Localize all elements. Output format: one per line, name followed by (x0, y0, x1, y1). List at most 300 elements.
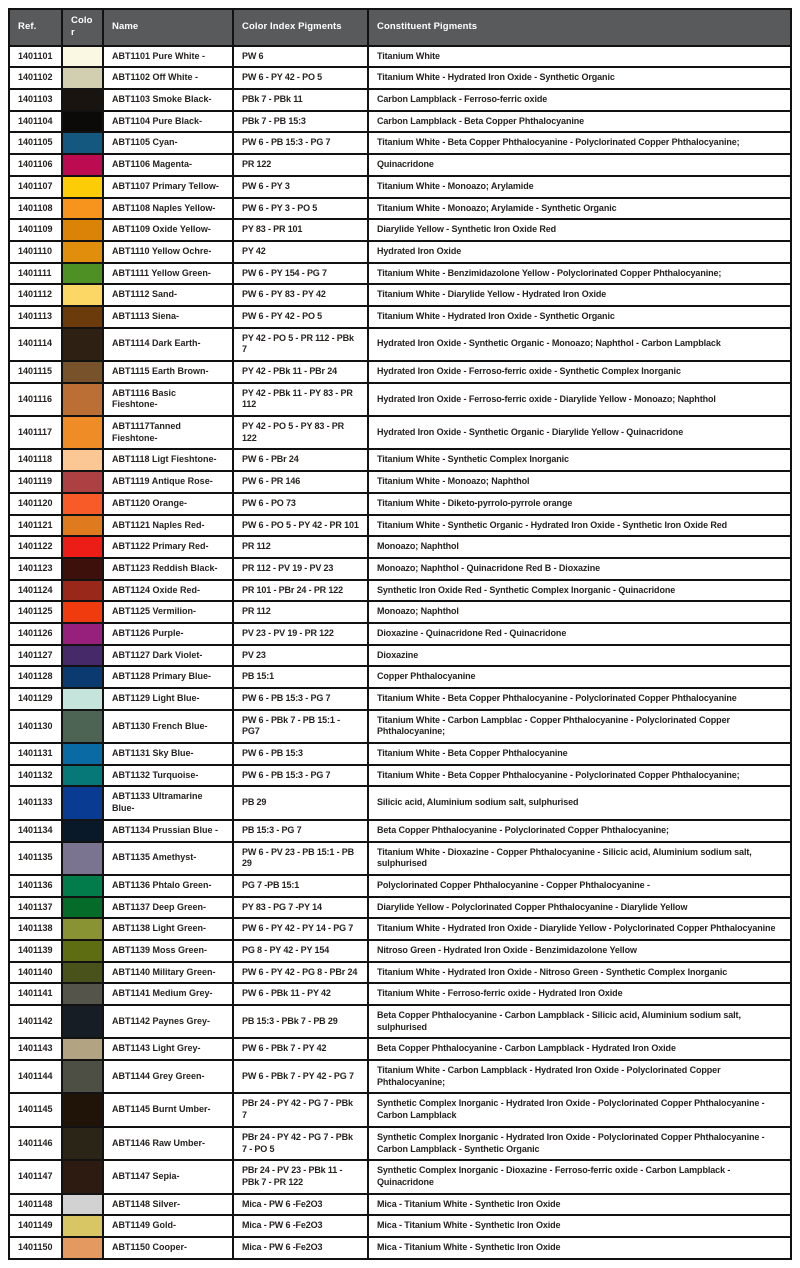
ci-pigments-cell: PW 6 - PV 23 - PB 15:1 - PB 29 (233, 842, 368, 875)
constituent-pigments-cell: Titanium White - Carbon Lampblack - Hydrated Iron Oxide - Polyclorinated Copper Phthalocyanine; (368, 1060, 791, 1093)
color-swatch (62, 89, 103, 111)
ref-cell: 1401140 (9, 962, 62, 984)
ref-cell: 1401149 (9, 1215, 62, 1237)
table-row (9, 89, 791, 111)
constituent-pigments-cell: Nitroso Green - Hydrated Iron Oxide - Benzimidazolone Yellow (368, 940, 791, 962)
ref-cell: 1401115 (9, 361, 62, 383)
name-cell: ABT1104 Pure Black- (103, 111, 233, 133)
ref-cell: 1401143 (9, 1038, 62, 1060)
constituent-pigments-cell: Hydrated Iron Oxide - Ferroso-ferric oxide - Synthetic Complex Inorganic (368, 361, 791, 383)
constituent-pigments-cell: Titanium White - Hydrated Iron Oxide - Synthetic Organic (368, 67, 791, 89)
ci-pigments-cell: PW 6 - PBk 7 - PY 42 - PG 7 (233, 1060, 368, 1093)
name-cell: ABT1114 Dark Earth- (103, 328, 233, 361)
ref-cell: 1401127 (9, 645, 62, 667)
constituent-pigments-cell: Mica - Titanium White - Synthetic Iron Oxide (368, 1215, 791, 1237)
table-row (9, 1215, 791, 1237)
ci-pigments-cell: PW 6 - PBk 11 - PY 42 (233, 983, 368, 1005)
color-swatch (62, 67, 103, 89)
color-swatch (62, 328, 103, 361)
ref-cell: 1401121 (9, 515, 62, 537)
ref-cell: 1401116 (9, 383, 62, 416)
ref-cell: 1401102 (9, 67, 62, 89)
color-swatch (62, 743, 103, 765)
ref-cell: 1401120 (9, 493, 62, 515)
table-row (9, 67, 791, 89)
table-header-row (9, 9, 791, 46)
name-cell: ABT1129 Light Blue- (103, 688, 233, 710)
constituent-pigments-cell: Monoazo; Naphthol (368, 536, 791, 558)
ci-pigments-cell: PB 15:3 - PBk 7 - PB 29 (233, 1005, 368, 1038)
table-row (9, 176, 791, 198)
constituent-pigments-cell: Mica - Titanium White - Synthetic Iron Oxide (368, 1237, 791, 1259)
table-row (9, 601, 791, 623)
table-row (9, 306, 791, 328)
name-cell: ABT1103 Smoke Black- (103, 89, 233, 111)
table-row (9, 875, 791, 897)
ref-cell: 1401144 (9, 1060, 62, 1093)
ref-cell: 1401135 (9, 842, 62, 875)
ci-pigments-cell: PW 6 - PY 83 - PY 42 (233, 284, 368, 306)
color-swatch (62, 111, 103, 133)
color-swatch (62, 580, 103, 602)
name-cell: ABT1120 Orange- (103, 493, 233, 515)
name-cell: ABT1101 Pure White - (103, 46, 233, 68)
ci-pigments-cell: PY 83 - PG 7 -PY 14 (233, 897, 368, 919)
name-cell: ABT1127 Dark Violet- (103, 645, 233, 667)
ci-pigments-cell: PW 6 - PB 15:3 (233, 743, 368, 765)
ci-pigments-cell: PW 6 - PB 15:3 - PG 7 (233, 765, 368, 787)
ci-pigments-cell: Mica - PW 6 -Fe2O3 (233, 1215, 368, 1237)
table-row (9, 383, 791, 416)
ref-cell: 1401147 (9, 1160, 62, 1193)
constituent-pigments-cell: Hydrated Iron Oxide - Synthetic Organic - Monoazo; Naphthol - Carbon Lampblack (368, 328, 791, 361)
ci-pigments-cell: PW 6 - PY 3 (233, 176, 368, 198)
color-swatch (62, 645, 103, 667)
constituent-pigments-cell: Hydrated Iron Oxide - Ferroso-ferric oxide - Diarylide Yellow - Monoazo; Naphthol (368, 383, 791, 416)
table-row (9, 918, 791, 940)
ref-cell: 1401138 (9, 918, 62, 940)
name-cell: ABT1146 Raw Umber- (103, 1127, 233, 1160)
name-cell: ABT1134 Prussian Blue - (103, 820, 233, 842)
ci-pigments-cell: PY 42 (233, 241, 368, 263)
ref-cell: 1401145 (9, 1093, 62, 1126)
ci-pigments-cell: PV 23 - PV 19 - PR 122 (233, 623, 368, 645)
constituent-pigments-cell: Monoazo; Naphthol (368, 601, 791, 623)
table-row (9, 580, 791, 602)
ref-cell: 1401111 (9, 263, 62, 285)
color-swatch (62, 1060, 103, 1093)
name-cell: ABT1150 Cooper- (103, 1237, 233, 1259)
color-swatch (62, 1215, 103, 1237)
table-row (9, 132, 791, 154)
name-cell: ABT1113 Siena- (103, 306, 233, 328)
table-row (9, 154, 791, 176)
constituent-pigments-cell: Titanium White - Beta Copper Phthalocyanine - Polyclorinated Copper Phthalocyanine (368, 688, 791, 710)
constituent-pigments-cell: Titanium White - Dioxazine - Copper Phthalocyanine - Silicic acid, Aluminium sodium salt, sulphurised (368, 842, 791, 875)
constituent-pigments-cell: Polyclorinated Copper Phthalocyanine - Copper Phthalocyanine - (368, 875, 791, 897)
ref-cell: 1401141 (9, 983, 62, 1005)
ref-cell: 1401122 (9, 536, 62, 558)
table-row (9, 983, 791, 1005)
ci-pigments-cell: PR 112 (233, 601, 368, 623)
color-swatch (62, 176, 103, 198)
color-swatch (62, 666, 103, 688)
name-cell: ABT1117Tanned Fieshtone- (103, 416, 233, 449)
ref-cell: 1401107 (9, 176, 62, 198)
table-row (9, 1005, 791, 1038)
color-swatch (62, 962, 103, 984)
name-cell: ABT1118 Ligt Fieshtone- (103, 449, 233, 471)
color-swatch (62, 558, 103, 580)
color-swatch (62, 219, 103, 241)
name-cell: ABT1138 Light Green- (103, 918, 233, 940)
ci-pigments-cell: PB 15:1 (233, 666, 368, 688)
color-swatch (62, 241, 103, 263)
name-cell: ABT1128 Primary Blue- (103, 666, 233, 688)
column-header-constituent-pigments: Constituent Pigments (368, 9, 791, 46)
ref-cell: 1401114 (9, 328, 62, 361)
ref-cell: 1401139 (9, 940, 62, 962)
table-row (9, 743, 791, 765)
table-row (9, 515, 791, 537)
color-swatch (62, 983, 103, 1005)
table-row (9, 536, 791, 558)
column-header-name: Name (103, 9, 233, 46)
ref-cell: 1401118 (9, 449, 62, 471)
color-swatch (62, 449, 103, 471)
ref-cell: 1401136 (9, 875, 62, 897)
ref-cell: 1401119 (9, 471, 62, 493)
ci-pigments-cell: PW 6 - PY 42 - PO 5 (233, 306, 368, 328)
table-row (9, 842, 791, 875)
color-swatch (62, 820, 103, 842)
ref-cell: 1401106 (9, 154, 62, 176)
name-cell: ABT1140 Military Green- (103, 962, 233, 984)
pigment-table (8, 8, 792, 1260)
ci-pigments-cell: PW 6 - PY 42 - PO 5 (233, 67, 368, 89)
constituent-pigments-cell: Synthetic Complex Inorganic - Hydrated Iron Oxide - Polyclorinated Copper Phthalocyanine - Carbon Lampblack (368, 1093, 791, 1126)
color-swatch (62, 1005, 103, 1038)
ref-cell: 1401133 (9, 786, 62, 819)
ci-pigments-cell: PY 42 - PO 5 - PY 83 - PR 122 (233, 416, 368, 449)
constituent-pigments-cell: Titanium White - Diketo-pyrrolo-pyrrole orange (368, 493, 791, 515)
color-swatch (62, 306, 103, 328)
constituent-pigments-cell: Titanium White - Synthetic Complex Inorganic (368, 449, 791, 471)
color-swatch (62, 154, 103, 176)
ci-pigments-cell: PW 6 - PO 73 (233, 493, 368, 515)
ci-pigments-cell: PR 122 (233, 154, 368, 176)
name-cell: ABT1119 Antique Rose- (103, 471, 233, 493)
constituent-pigments-cell: Hydrated Iron Oxide (368, 241, 791, 263)
color-swatch (62, 1237, 103, 1259)
color-swatch (62, 515, 103, 537)
constituent-pigments-cell: Quinacridone (368, 154, 791, 176)
ci-pigments-cell: PW 6 - PY 42 - PG 8 - PBr 24 (233, 962, 368, 984)
table-row (9, 493, 791, 515)
ci-pigments-cell: PBr 24 - PY 42 - PG 7 - PBk 7 (233, 1093, 368, 1126)
ci-pigments-cell: PBk 7 - PB 15:3 (233, 111, 368, 133)
constituent-pigments-cell: Titanium White - Beta Copper Phthalocyanine - Polyclorinated Copper Phthalocyanine; (368, 132, 791, 154)
table-row (9, 1093, 791, 1126)
name-cell: ABT1141 Medium Grey- (103, 983, 233, 1005)
ref-cell: 1401134 (9, 820, 62, 842)
ci-pigments-cell: PW 6 - PY 154 - PG 7 (233, 263, 368, 285)
name-cell: ABT1136 Phtalo Green- (103, 875, 233, 897)
name-cell: ABT1124 Oxide Red- (103, 580, 233, 602)
ref-cell: 1401130 (9, 710, 62, 743)
table-row (9, 710, 791, 743)
ref-cell: 1401104 (9, 111, 62, 133)
table-row (9, 666, 791, 688)
ref-cell: 1401131 (9, 743, 62, 765)
name-cell: ABT1147 Sepia- (103, 1160, 233, 1193)
constituent-pigments-cell: Titanium White - Monoazo; Arylamide (368, 176, 791, 198)
ci-pigments-cell: PW 6 (233, 46, 368, 68)
constituent-pigments-cell: Titanium White - Monoazo; Naphthol (368, 471, 791, 493)
name-cell: ABT1106 Magenta- (103, 154, 233, 176)
color-swatch (62, 46, 103, 68)
table-row (9, 1127, 791, 1160)
color-swatch (62, 361, 103, 383)
constituent-pigments-cell: Monoazo; Naphthol - Quinacridone Red B - Dioxazine (368, 558, 791, 580)
ci-pigments-cell: PW 6 - PBk 7 - PB 15:1 - PG7 (233, 710, 368, 743)
table-row (9, 263, 791, 285)
column-header-color: Color (62, 9, 103, 46)
ci-pigments-cell: PY 42 - PBk 11 - PY 83 - PR 112 (233, 383, 368, 416)
ref-cell: 1401101 (9, 46, 62, 68)
constituent-pigments-cell: Titanium White - Ferroso-ferric oxide - Hydrated Iron Oxide (368, 983, 791, 1005)
table-row (9, 623, 791, 645)
ci-pigments-cell: PR 112 (233, 536, 368, 558)
ref-cell: 1401103 (9, 89, 62, 111)
ci-pigments-cell: PW 6 - PY 42 - PY 14 - PG 7 (233, 918, 368, 940)
color-swatch (62, 1194, 103, 1216)
ci-pigments-cell: PR 101 - PBr 24 - PR 122 (233, 580, 368, 602)
ref-cell: 1401109 (9, 219, 62, 241)
table-row (9, 765, 791, 787)
ref-cell: 1401142 (9, 1005, 62, 1038)
table-row (9, 241, 791, 263)
ci-pigments-cell: Mica - PW 6 -Fe2O3 (233, 1194, 368, 1216)
ci-pigments-cell: PB 15:3 - PG 7 (233, 820, 368, 842)
name-cell: ABT1130 French Blue- (103, 710, 233, 743)
table-row (9, 284, 791, 306)
constituent-pigments-cell: Mica - Titanium White - Synthetic Iron Oxide (368, 1194, 791, 1216)
ci-pigments-cell: PY 42 - PBk 11 - PBr 24 (233, 361, 368, 383)
ci-pigments-cell: PW 6 - PBk 7 - PY 42 (233, 1038, 368, 1060)
color-swatch (62, 918, 103, 940)
constituent-pigments-cell: Titanium White - Hydrated Iron Oxide - Diarylide Yellow - Polyclorinated Copper Phthalocyanine (368, 918, 791, 940)
name-cell: ABT1112 Sand- (103, 284, 233, 306)
ref-cell: 1401126 (9, 623, 62, 645)
ci-pigments-cell: PG 7 -PB 15:1 (233, 875, 368, 897)
name-cell: ABT1108 Naples Yellow- (103, 198, 233, 220)
color-swatch (62, 842, 103, 875)
ci-pigments-cell: PY 42 - PO 5 - PR 112 - PBk 7 (233, 328, 368, 361)
name-cell: ABT1144 Grey Green- (103, 1060, 233, 1093)
table-row (9, 1237, 791, 1259)
ci-pigments-cell: Mica - PW 6 -Fe2O3 (233, 1237, 368, 1259)
color-swatch (62, 263, 103, 285)
ci-pigments-cell: PY 83 - PR 101 (233, 219, 368, 241)
constituent-pigments-cell: Titanium White - Benzimidazolone Yellow - Polyclorinated Copper Phthalocyanine; (368, 263, 791, 285)
constituent-pigments-cell: Titanium White - Beta Copper Phthalocyanine - Polyclorinated Copper Phthalocyanine; (368, 765, 791, 787)
color-swatch (62, 471, 103, 493)
ci-pigments-cell: PW 6 - PB 15:3 - PG 7 (233, 688, 368, 710)
constituent-pigments-cell: Titanium White - Diarylide Yellow - Hydrated Iron Oxide (368, 284, 791, 306)
column-header-ref: Ref. (9, 9, 62, 46)
constituent-pigments-cell: Titanium White - Carbon Lampblac - Copper Phthalocyanine - Polyclorinated Copper Phthalocyanine; (368, 710, 791, 743)
name-cell: ABT1139 Moss Green- (103, 940, 233, 962)
constituent-pigments-cell: Hydrated Iron Oxide - Synthetic Organic - Diarylide Yellow - Quinacridone (368, 416, 791, 449)
color-swatch (62, 493, 103, 515)
ci-pigments-cell: PW 6 - PY 3 - PO 5 (233, 198, 368, 220)
table-row (9, 46, 791, 68)
constituent-pigments-cell: Synthetic Complex Inorganic - Hydrated Iron Oxide - Polyclorinated Copper Phthalocyanine - Carbon Lampblack - Synthetic Organic (368, 1127, 791, 1160)
name-cell: ABT1105 Cyan- (103, 132, 233, 154)
table-row (9, 1038, 791, 1060)
table-row (9, 361, 791, 383)
name-cell: ABT1133 Ultramarine Blue- (103, 786, 233, 819)
constituent-pigments-cell: Titanium White - Synthetic Organic - Hydrated Iron Oxide - Synthetic Iron Oxide Red (368, 515, 791, 537)
constituent-pigments-cell: Beta Copper Phthalocyanine - Carbon Lampblack - Hydrated Iron Oxide (368, 1038, 791, 1060)
ref-cell: 1401146 (9, 1127, 62, 1160)
ci-pigments-cell: PBk 7 - PBk 11 (233, 89, 368, 111)
name-cell: ABT1126 Purple- (103, 623, 233, 645)
name-cell: ABT1131 Sky Blue- (103, 743, 233, 765)
constituent-pigments-cell: Titanium White - Hydrated Iron Oxide - Nitroso Green - Synthetic Complex Inorganic (368, 962, 791, 984)
constituent-pigments-cell: Beta Copper Phthalocyanine - Carbon Lampblack - Silicic acid, Aluminium sodium salt, sulphurised (368, 1005, 791, 1038)
name-cell: ABT1125 Vermilion- (103, 601, 233, 623)
color-swatch (62, 601, 103, 623)
name-cell: ABT1132 Turquoise- (103, 765, 233, 787)
name-cell: ABT1123 Reddish Black- (103, 558, 233, 580)
name-cell: ABT1135 Amethyst- (103, 842, 233, 875)
column-header-ci-pigments: Color Index Pigments (233, 9, 368, 46)
color-swatch (62, 198, 103, 220)
ref-cell: 1401113 (9, 306, 62, 328)
ref-cell: 1401128 (9, 666, 62, 688)
name-cell: ABT1145 Burnt Umber- (103, 1093, 233, 1126)
name-cell: ABT1122 Primary Red- (103, 536, 233, 558)
constituent-pigments-cell: Synthetic Complex Inorganic - Dioxazine - Ferroso-ferric oxide - Carbon Lampblack - Quinacridone (368, 1160, 791, 1193)
table-row (9, 940, 791, 962)
ci-pigments-cell: PW 6 - PO 5 - PY 42 - PR 101 (233, 515, 368, 537)
name-cell: ABT1121 Naples Red- (103, 515, 233, 537)
ref-cell: 1401125 (9, 601, 62, 623)
ci-pigments-cell: PB 29 (233, 786, 368, 819)
constituent-pigments-cell: Diarylide Yellow - Polyclorinated Copper Phthalocyanine - Diarylide Yellow (368, 897, 791, 919)
name-cell: ABT1110 Yellow Ochre- (103, 241, 233, 263)
color-swatch (62, 416, 103, 449)
name-cell: ABT1109 Oxide Yellow- (103, 219, 233, 241)
ref-cell: 1401132 (9, 765, 62, 787)
ci-pigments-cell: PW 6 - PB 15:3 - PG 7 (233, 132, 368, 154)
ci-pigments-cell: PR 112 - PV 19 - PV 23 (233, 558, 368, 580)
name-cell: ABT1111 Yellow Green- (103, 263, 233, 285)
table-row (9, 688, 791, 710)
ref-cell: 1401129 (9, 688, 62, 710)
name-cell: ABT1143 Light Grey- (103, 1038, 233, 1060)
name-cell: ABT1137 Deep Green- (103, 897, 233, 919)
ci-pigments-cell: PBr 24 - PV 23 - PBk 11 - PBk 7 - PR 122 (233, 1160, 368, 1193)
name-cell: ABT1102 Off White - (103, 67, 233, 89)
color-swatch (62, 623, 103, 645)
constituent-pigments-cell: Titanium White - Hydrated Iron Oxide - Synthetic Organic (368, 306, 791, 328)
table-row (9, 558, 791, 580)
color-swatch (62, 897, 103, 919)
ci-pigments-cell: PV 23 (233, 645, 368, 667)
table-row (9, 111, 791, 133)
constituent-pigments-cell: Carbon Lampblack - Ferroso-ferric oxide (368, 89, 791, 111)
constituent-pigments-cell: Dioxazine - Quinacridone Red - Quinacridone (368, 623, 791, 645)
color-swatch (62, 284, 103, 306)
color-swatch (62, 132, 103, 154)
table-row (9, 962, 791, 984)
table-row (9, 219, 791, 241)
ref-cell: 1401105 (9, 132, 62, 154)
constituent-pigments-cell: Carbon Lampblack - Beta Copper Phthalocyanine (368, 111, 791, 133)
table-row (9, 645, 791, 667)
constituent-pigments-cell: Titanium White (368, 46, 791, 68)
constituent-pigments-cell: Synthetic Iron Oxide Red - Synthetic Complex Inorganic - Quinacridone (368, 580, 791, 602)
table-row (9, 449, 791, 471)
color-swatch (62, 383, 103, 416)
constituent-pigments-cell: Beta Copper Phthalocyanine - Polyclorinated Copper Phthalocyanine; (368, 820, 791, 842)
ci-pigments-cell: PBr 24 - PY 42 - PG 7 - PBk 7 - PO 5 (233, 1127, 368, 1160)
ci-pigments-cell: PG 8 - PY 42 - PY 154 (233, 940, 368, 962)
constituent-pigments-cell: Diarylide Yellow - Synthetic Iron Oxide Red (368, 219, 791, 241)
table-row (9, 820, 791, 842)
name-cell: ABT1116 Basic Fieshtone- (103, 383, 233, 416)
name-cell: ABT1149 Gold- (103, 1215, 233, 1237)
color-swatch (62, 875, 103, 897)
table-row (9, 897, 791, 919)
color-swatch (62, 940, 103, 962)
color-swatch (62, 1038, 103, 1060)
table-row (9, 416, 791, 449)
name-cell: ABT1107 Primary Tellow- (103, 176, 233, 198)
ref-cell: 1401117 (9, 416, 62, 449)
ref-cell: 1401123 (9, 558, 62, 580)
constituent-pigments-cell: Copper Phthalocyanine (368, 666, 791, 688)
constituent-pigments-cell: Titanium White - Monoazo; Arylamide - Synthetic Organic (368, 198, 791, 220)
ci-pigments-cell: PW 6 - PR 146 (233, 471, 368, 493)
table-row (9, 471, 791, 493)
constituent-pigments-cell: Titanium White - Beta Copper Phthalocyanine (368, 743, 791, 765)
table-row (9, 786, 791, 819)
table-row (9, 328, 791, 361)
ref-cell: 1401148 (9, 1194, 62, 1216)
name-cell: ABT1148 Silver- (103, 1194, 233, 1216)
ref-cell: 1401110 (9, 241, 62, 263)
color-swatch (62, 710, 103, 743)
color-swatch (62, 688, 103, 710)
name-cell: ABT1142 Paynes Grey- (103, 1005, 233, 1038)
constituent-pigments-cell: Silicic acid, Aluminium sodium salt, sulphurised (368, 786, 791, 819)
color-swatch (62, 536, 103, 558)
name-cell: ABT1115 Earth Brown- (103, 361, 233, 383)
color-swatch (62, 765, 103, 787)
table-body (9, 46, 791, 1259)
ref-cell: 1401137 (9, 897, 62, 919)
ci-pigments-cell: PW 6 - PBr 24 (233, 449, 368, 471)
ref-cell: 1401108 (9, 198, 62, 220)
table-row (9, 1194, 791, 1216)
constituent-pigments-cell: Dioxazine (368, 645, 791, 667)
color-swatch (62, 1093, 103, 1126)
color-swatch (62, 786, 103, 819)
